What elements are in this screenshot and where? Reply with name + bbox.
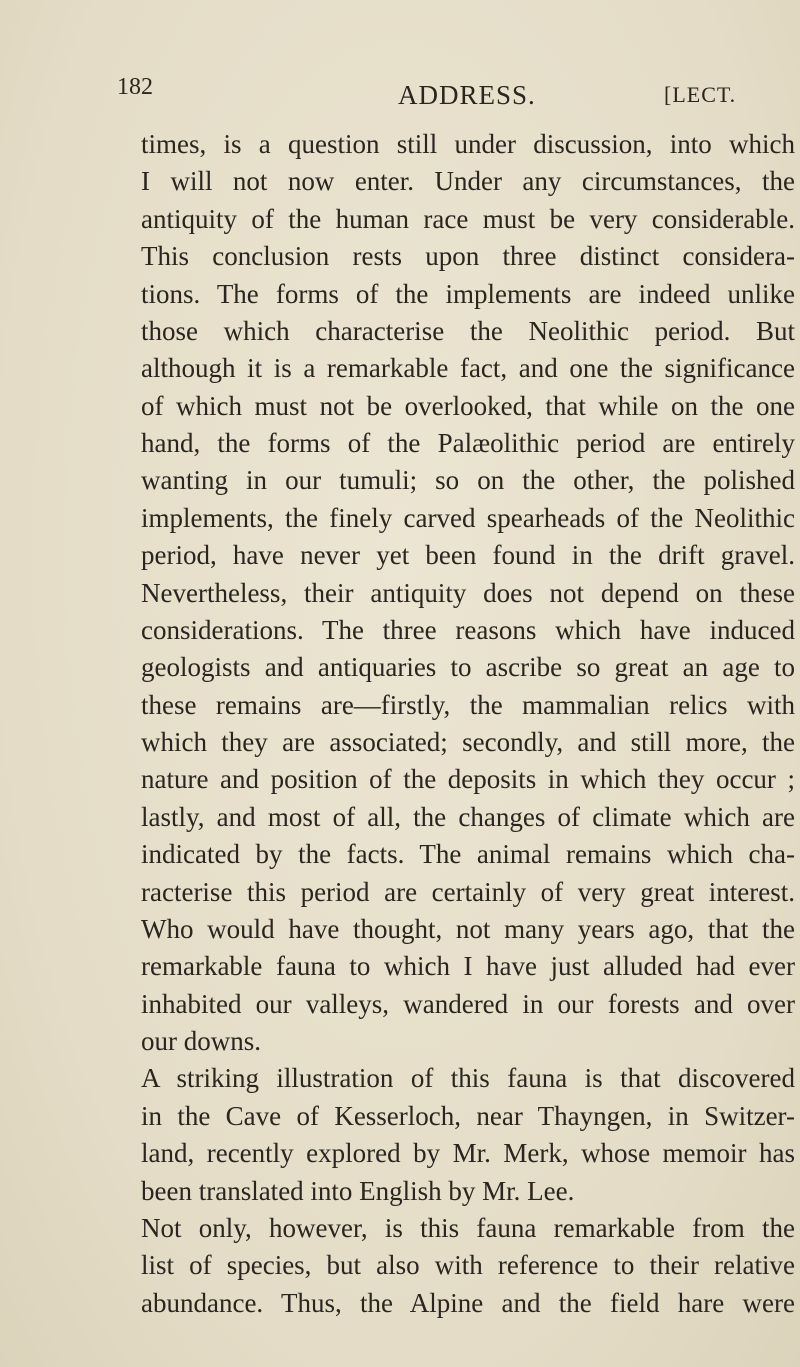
page-number: 182 xyxy=(117,74,153,100)
text-line: This conclusion rests upon three distinct considera- xyxy=(141,241,795,272)
text-line: Who would have thought, not many years ago, that the xyxy=(141,913,795,944)
text-line: list of species, but also with reference to their relative xyxy=(141,1250,795,1281)
text-line: I will not now enter. Under any circumstances, the xyxy=(141,166,795,197)
text-line: tions. The forms of the implements are indeed unlike xyxy=(141,278,795,309)
text-line: which they are associated; secondly, and still more, the xyxy=(141,727,795,757)
text-line: Not only, however, is this fauna remarkable from the xyxy=(141,1212,795,1243)
section-tag: [LECT. xyxy=(664,82,737,107)
text-line: considerations. The three reasons which have induced xyxy=(141,614,795,645)
text-line: these remains are—firstly, the mammalian relics with xyxy=(141,689,795,720)
text-line: land, recently explored by Mr. Merk, whose memoir has xyxy=(141,1138,795,1169)
text-line: been translated into English by Mr. Lee. xyxy=(141,1175,575,1206)
text-line: antiquity of the human race must be very considerable. xyxy=(141,203,795,234)
text-line: period, have never yet been found in the drift gravel. xyxy=(141,540,795,571)
text-line: times, is a question still under discussion, into which xyxy=(141,129,795,159)
text-line: A striking illustration of this fauna is that discovered xyxy=(141,1063,795,1094)
text-line: indicated by the facts. The animal remains which cha- xyxy=(141,839,795,870)
body-text xyxy=(141,126,795,1322)
text-line: in the Cave of Kesserloch, near Thayngen, in Switzer- xyxy=(141,1100,795,1131)
text-line: wanting in our tumuli; so on the other, the polished xyxy=(141,465,795,496)
text-line: racterise this period are certainly of very great interest. xyxy=(141,876,795,907)
text-line: remarkable fauna to which I have just alluded had ever xyxy=(141,951,795,982)
text-line: Nevertheless, their antiquity does not depend on these xyxy=(141,577,795,608)
running-head xyxy=(0,74,800,114)
text-line: hand, the forms of the Palæolithic period are entirely xyxy=(141,428,795,458)
text-line: lastly, and most of all, the changes of climate which are xyxy=(141,801,795,832)
text-line: those which characterise the Neolithic period. But xyxy=(141,315,795,346)
text-line: nature and position of the deposits in which they occur ; xyxy=(141,764,795,795)
text-line: of which must not be overlooked, that while on the one xyxy=(141,390,795,421)
text-line: although it is a remarkable fact, and one the significance xyxy=(141,353,795,384)
text-line: abundance. Thus, the Alpine and the field hare were xyxy=(141,1287,795,1318)
text-line: implements, the finely carved spearheads of the Neolithic xyxy=(141,502,795,533)
text-line: our downs. xyxy=(141,1026,261,1056)
running-title: ADDRESS. xyxy=(398,80,536,110)
text-line: geologists and antiquaries to ascribe so great an age to xyxy=(141,652,795,683)
text-line: inhabited our valleys, wandered in our forests and over xyxy=(141,988,795,1019)
